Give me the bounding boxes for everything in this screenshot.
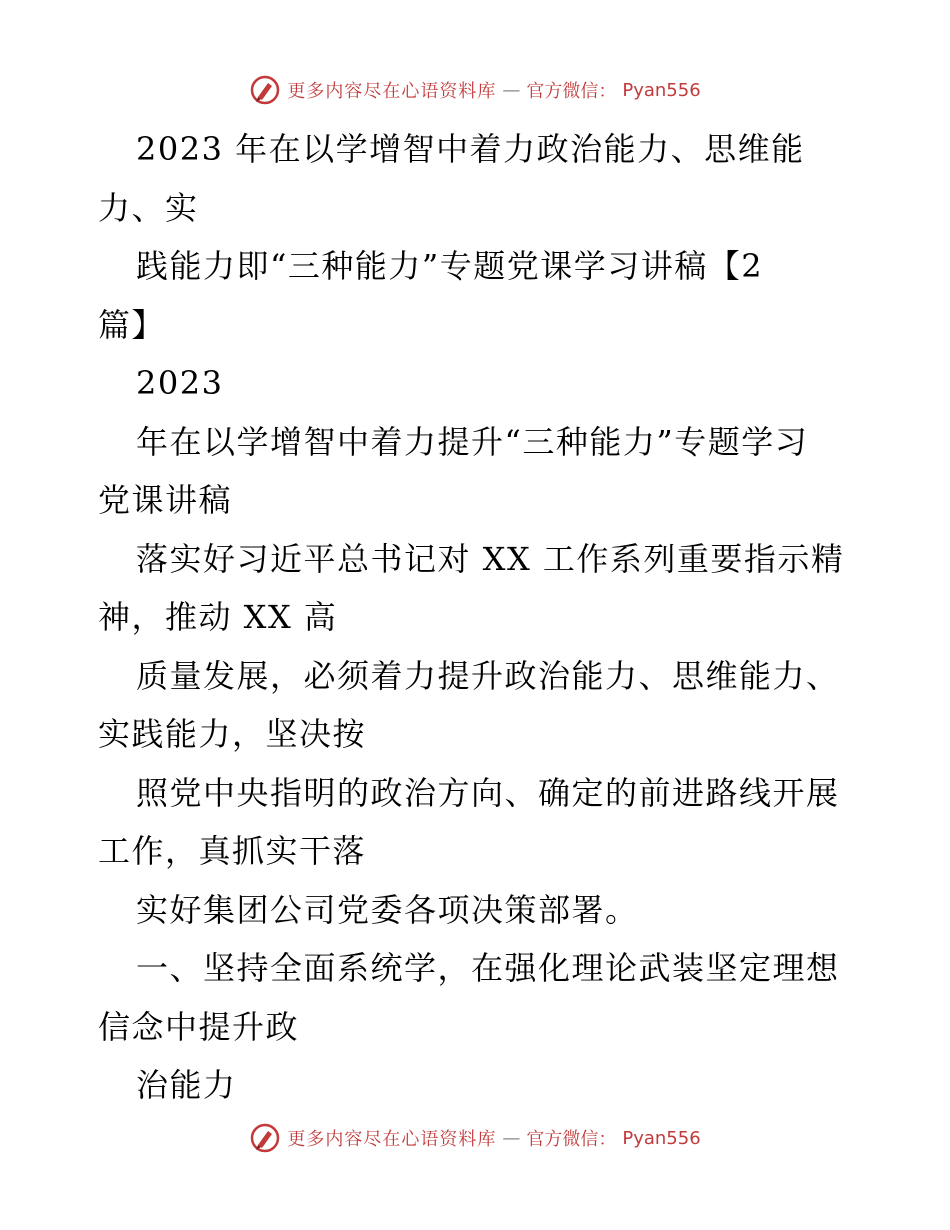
watermark-separator: —	[502, 79, 521, 101]
text-line: 实践能力，坚决按	[98, 715, 367, 753]
watermark-contact-id: Pyan556	[622, 79, 701, 101]
text-line: 一、坚持全面系统学，在强化理论武装坚定理想	[136, 949, 840, 987]
text-line: 治能力	[136, 1066, 237, 1104]
text-line: 篇】	[98, 305, 166, 344]
watermark-site-text: 更多内容尽在心语资料库	[287, 81, 497, 102]
text-line: 2023	[136, 364, 224, 402]
pen-logo-icon	[249, 1122, 281, 1154]
document-body	[98, 120, 858, 1115]
text-line: 工作，真抓实干落	[98, 832, 367, 870]
watermark-contact-label: 官方微信：	[526, 1129, 617, 1150]
text-line: 力、实	[98, 188, 199, 227]
text-line: 质量发展，必须着力提升政治能力、思维能力、	[136, 656, 840, 695]
text-line: 神，推动 XX 高	[98, 598, 338, 636]
text-line: 党课讲稿	[98, 481, 233, 519]
text-line: 2023 年在以学增智中着力政治能力、思维能	[136, 130, 805, 168]
text-line: 落实好习近平总书记对 XX 工作系列重要指示精	[136, 539, 845, 578]
text-line: 实好集团公司党委各项决策部署。	[136, 890, 639, 929]
header-watermark	[0, 70, 950, 110]
watermark-site-text: 更多内容尽在心语资料库	[287, 1129, 497, 1150]
text-line: 照党中央指明的政治方向、确定的前进路线开展	[136, 773, 840, 812]
footer-watermark	[0, 1118, 950, 1158]
watermark-separator: —	[502, 1127, 521, 1149]
text-line: 信念中提升政	[98, 1007, 300, 1046]
text-line: 年在以学增智中着力提升“三种能力”专题学习	[136, 422, 809, 461]
watermark-contact-label: 官方微信：	[526, 81, 617, 102]
watermark-contact-id: Pyan556	[622, 1127, 701, 1149]
pen-logo-icon	[249, 74, 281, 106]
text-line: 践能力即“三种能力”专题党课学习讲稿【2	[136, 247, 764, 285]
